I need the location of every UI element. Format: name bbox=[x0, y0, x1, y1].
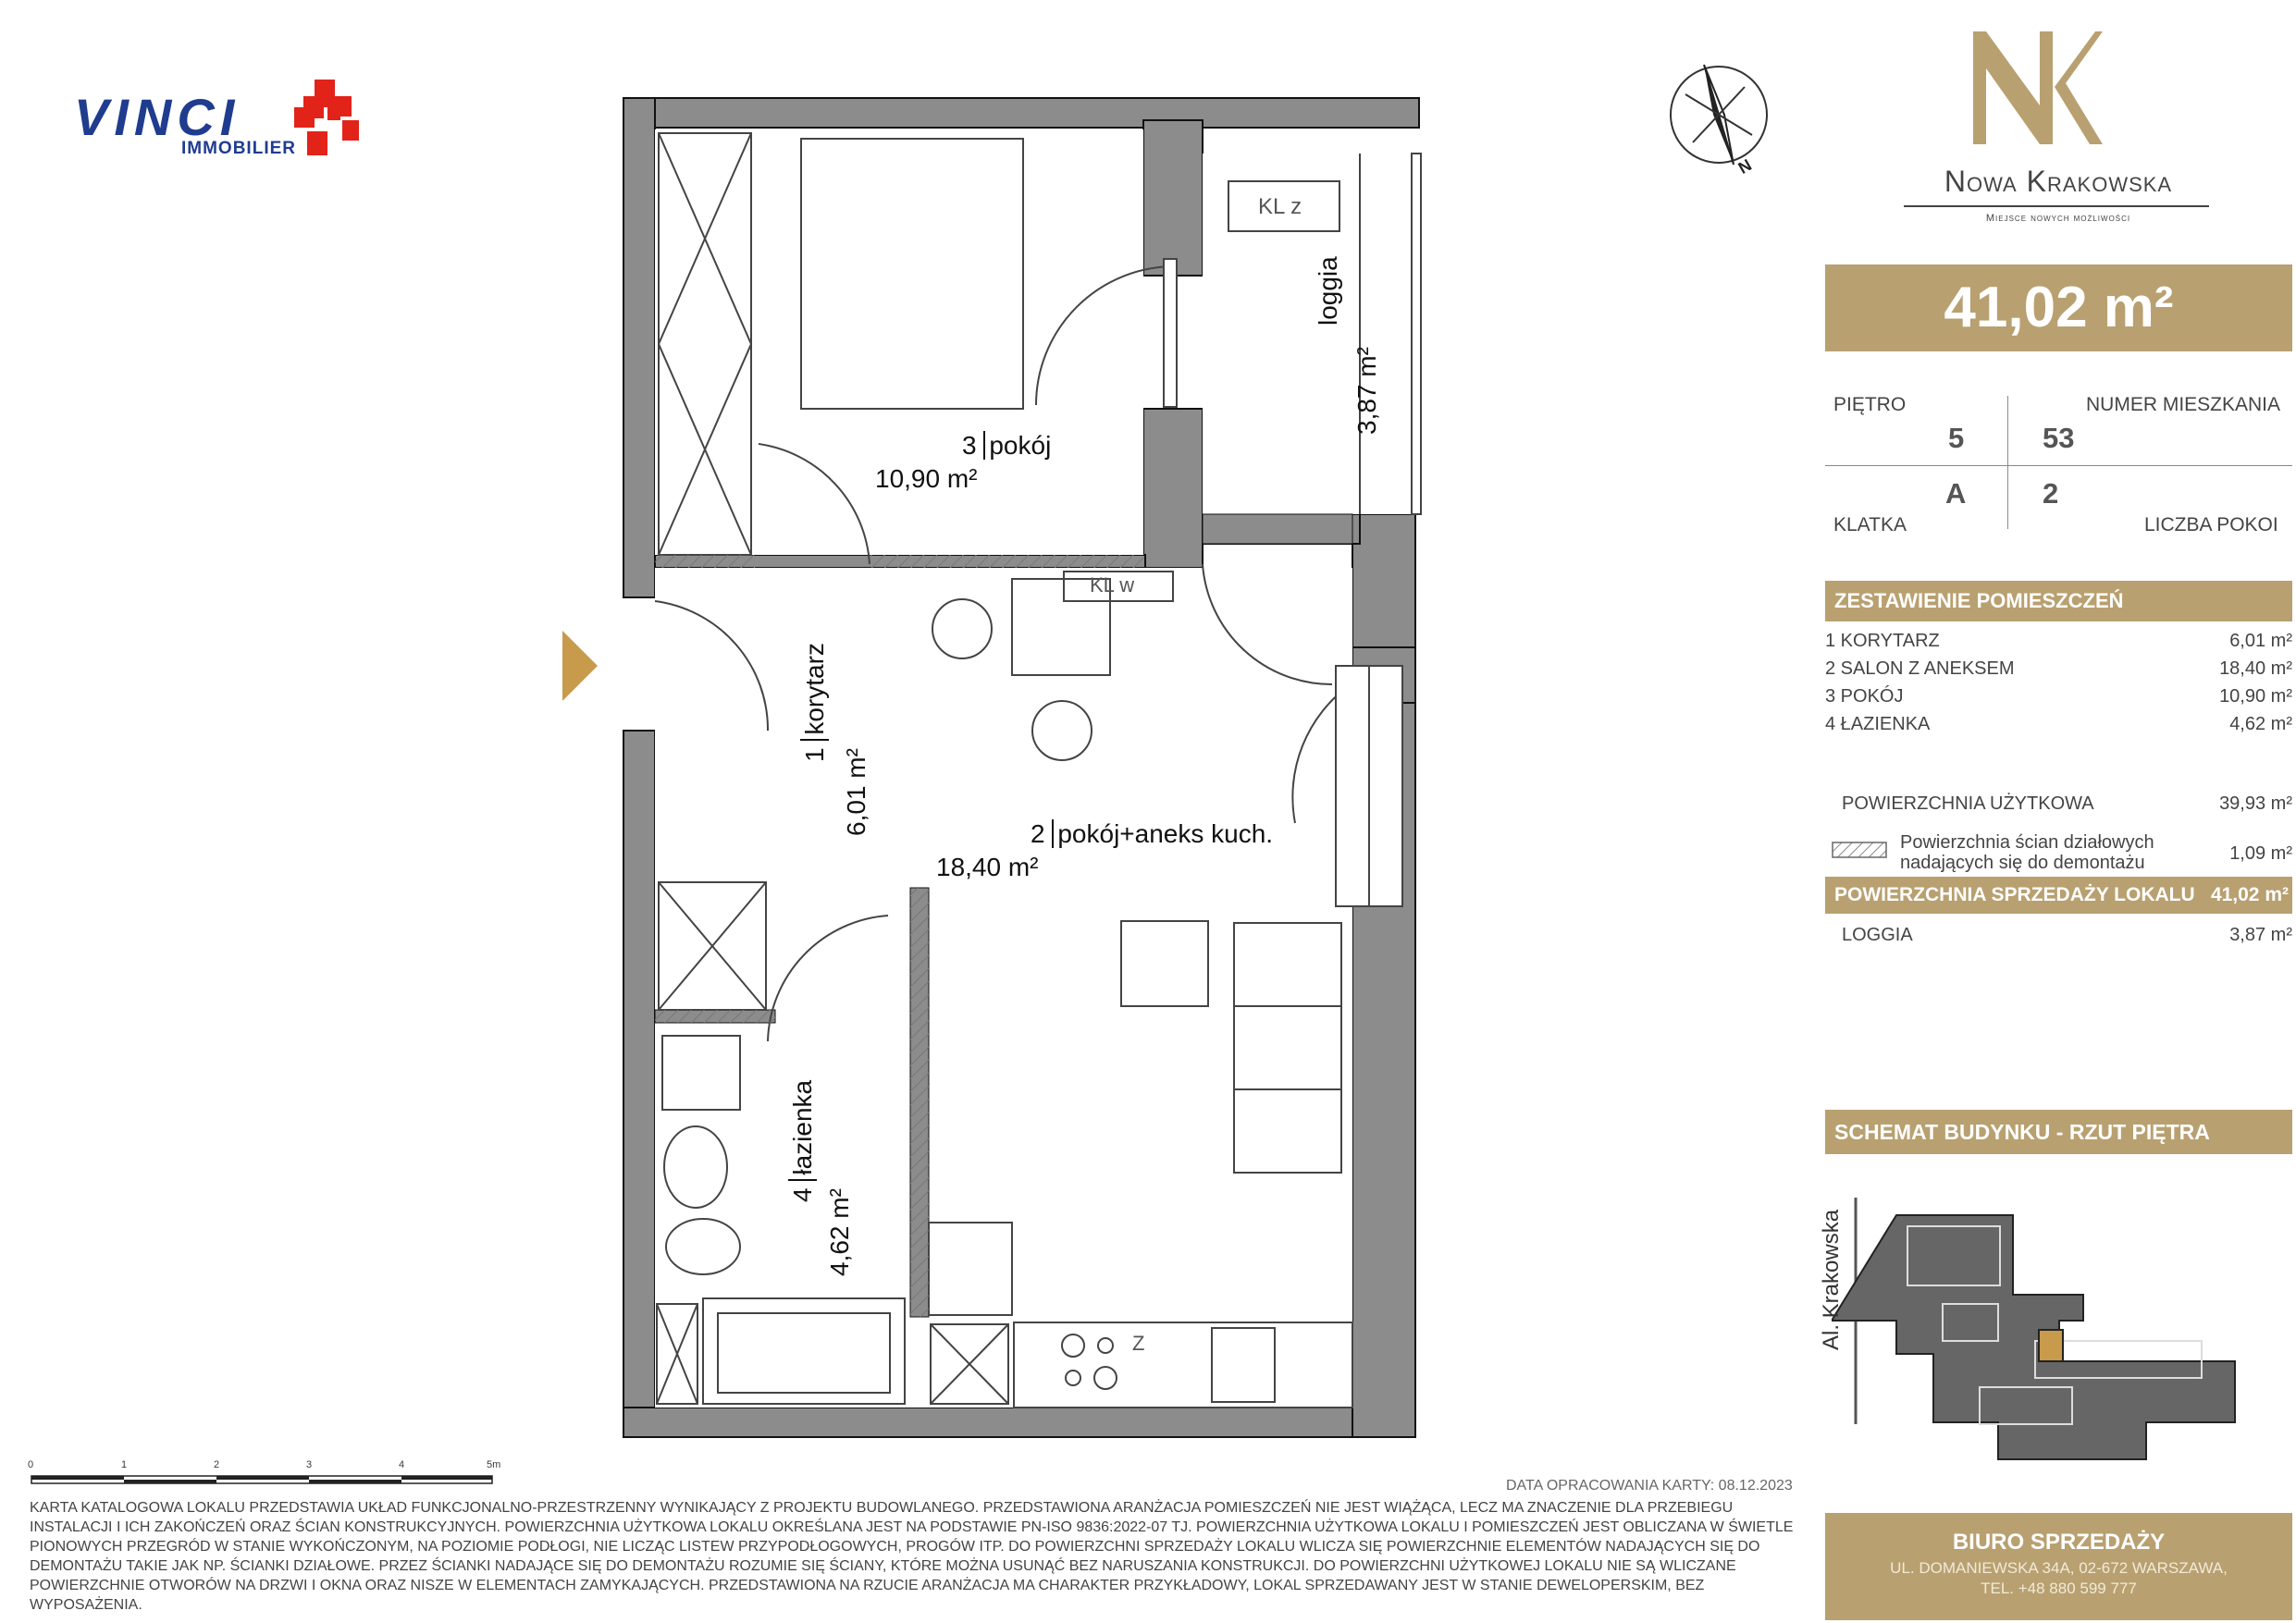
nk-name: Nowa Krakowska bbox=[1944, 165, 2173, 198]
loggia-name: loggia bbox=[1314, 256, 1342, 326]
vinci-subtitle: IMMOBILIER bbox=[181, 139, 296, 158]
apt-label: NUMER MIESZKANIA bbox=[2086, 394, 2281, 415]
apt-value: 53 bbox=[2043, 422, 2075, 454]
room4-name: łazienka bbox=[788, 1080, 817, 1181]
partition-label-1: Powierzchnia ścian działowych bbox=[1900, 832, 2154, 853]
loggia-area: 3,87 m² bbox=[1352, 347, 1381, 435]
building-schema bbox=[1819, 1193, 2266, 1470]
room-row-area: 10,90 m² bbox=[2219, 686, 2292, 707]
room-row-name: 3 POKÓJ bbox=[1825, 686, 1904, 707]
entrance-arrow-icon bbox=[562, 631, 598, 701]
area-banner bbox=[1825, 264, 2292, 351]
wall-bottom bbox=[623, 1408, 1415, 1437]
wall-left-upper bbox=[623, 98, 655, 597]
scale-tick: 3 bbox=[306, 1459, 313, 1470]
sale-area-label: POWIERZCHNIA SPRZEDAŻY LOKALU bbox=[1834, 884, 2195, 905]
room-row-area: 18,40 m² bbox=[2219, 658, 2292, 679]
room-row-area: 6,01 m² bbox=[2229, 631, 2292, 651]
scale-bar-graphic bbox=[30, 1470, 511, 1489]
usable-area-label: POWIERZCHNIA UŻYTKOWA bbox=[1842, 793, 2094, 814]
building-footprint-icon bbox=[1832, 1193, 2266, 1470]
loggia-value: 3,87 m² bbox=[2229, 925, 2292, 945]
floor-label: PIĘTRO bbox=[1833, 394, 1907, 415]
info-h-divider bbox=[1825, 465, 2292, 466]
sales-office-box bbox=[1825, 1513, 2292, 1620]
apartment-highlight bbox=[2039, 1330, 2063, 1361]
wall-mid-lower bbox=[1143, 409, 1203, 568]
room1-number: 1 bbox=[800, 747, 829, 762]
room3-label bbox=[962, 431, 1051, 461]
floor-value: 5 bbox=[1948, 422, 1965, 454]
usable-area-value: 39,93 m² bbox=[2219, 793, 2292, 814]
room4-label bbox=[788, 1080, 818, 1202]
vinci-wordmark: VINCI bbox=[74, 88, 241, 146]
room1-area: 6,01 m² bbox=[842, 748, 870, 836]
partition-hatch-icon bbox=[1832, 842, 1887, 858]
room2-name: pokój+aneks kuch. bbox=[1052, 819, 1273, 848]
area-banner-value: 41,02 m² bbox=[1944, 276, 2174, 339]
wall-top bbox=[623, 98, 1419, 128]
scale-tick: 5m bbox=[487, 1459, 501, 1470]
loggia-label: LOGGIA bbox=[1842, 925, 1913, 945]
date-line: DATA OPRACOWANIA KARTY: 08.12.2023 bbox=[1506, 1478, 1793, 1494]
nk-divider bbox=[1904, 205, 2209, 207]
room-row-name: 1 KORYTARZ bbox=[1825, 631, 1940, 651]
compass-icon bbox=[1665, 59, 1776, 179]
schema-header: SCHEMAT BUDYNKU - RZUT PIĘTRA bbox=[1825, 1110, 2292, 1154]
disclaimer: KARTA KATALOGOWA LOKALU PRZEDSTAWIA UKŁAD FUNKCJONALNO-PRZESTRZENNY WYNIKAJĄCY Z PROJEKTU BUDOWLANEGO. PRZEDSTAWIONA ARANŻACJA POMIESZCZEŃ NIE JEST WIĄŻĄCA, LECZ MA ZNACZENIE DLA PRZEBIEGU INSTALACJI I ICH ZAKOŃCZEŃ ORAZ ŚCIAN KONSTRUKCYJNYCH. POWIERZCHNIA UŻYTKOWA LOKALU OKREŚLANA JEST NA PODSTAWIE PN-ISO 9836:2022-07 TJ. POWIERZCHNIA UŻYTKOWA LOKALU I POMIESZCZEŃ JEST OBLICZANA W ŚWIETLE PIONOWYCH PRZEGRÓD W STANIE WYKOŃCZONYM, NA POZIOMIE PODŁOGI, NIE LICZĄC LISTEW PRZYPODŁOGOWYCH, PROGÓW ITP. DO POWIERZCHNI SPRZEDAŻY LOKALU WLICZA SIĘ POWIERZCHNIE ELEMENTÓW NADAJĄCYCH SIĘ DO DEMONTAŻU TAKIE JAK NP. ŚCIANKI DZIAŁOWE. PRZEZ ŚCIANKI NADAJĄCE SIĘ DO DEMONTAŻU ROZUMIE SIĘ ŚCIANY, KTÓRE MOŻNA USUNĄĆ BEZ NARUSZANIA KONSTRUKCJI. DO POWIERZCHNI UŻYTKOWEJ LOKALU NIE SĄ WLICZANE POWIERZCHNIE OTWORÓW NA DRZWI I OKNA ORAZ NISZE W ELEMENTACH ZAMYKAJĄCYCH. PRZEDSTAWIONA NA RZUCIE ARANŻACJA MA CHARAKTER PRZYKŁADOWY, LOKAL SPRZEDAWANY JEST W STANIE DEWELOPERSKIM, BEZ WYPOSAŻENIA. bbox=[30, 1500, 1794, 1613]
stair-value: A bbox=[1945, 477, 1967, 510]
room3-number: 3 bbox=[962, 431, 977, 460]
sale-area-value: 41,02 m² bbox=[2210, 884, 2289, 905]
compass-north-label: N bbox=[1734, 155, 1755, 178]
info-v-divider bbox=[2007, 396, 2008, 529]
klz-label: KL z bbox=[1258, 194, 1302, 219]
office-address: UL. DOMANIEWSKA 34A, 02-672 WARSZAWA, bbox=[1890, 1559, 2228, 1577]
scale-tick: 4 bbox=[399, 1459, 405, 1470]
wall-left-lower bbox=[623, 731, 655, 1437]
office-phone: TEL. +48 880 599 777 bbox=[1981, 1580, 2137, 1597]
room-row-name: 2 SALON Z ANEKSEM bbox=[1825, 658, 2015, 679]
room2-number: 2 bbox=[1031, 819, 1045, 848]
room2-label bbox=[1031, 819, 1273, 849]
room3-name: pokój bbox=[983, 431, 1051, 460]
fridge-label: Z bbox=[1132, 1332, 1145, 1355]
rooms-header: ZESTAWIENIE POMIESZCZEŃ bbox=[1825, 581, 2292, 621]
office-title: BIURO SPRZEDAŻY bbox=[1952, 1530, 2166, 1555]
wall-mid-upper bbox=[1143, 120, 1203, 276]
nk-tagline: Miejsce nowych możliwości bbox=[1985, 213, 2131, 224]
room2-area: 18,40 m² bbox=[936, 853, 1039, 881]
room-row-area: 4,62 m² bbox=[2229, 714, 2292, 734]
compass bbox=[1665, 59, 1776, 179]
street-label: Al. Krakowska bbox=[1819, 1209, 1844, 1350]
room-row-name: 4 ŁAZIENKA bbox=[1825, 714, 1931, 734]
room4-number: 4 bbox=[788, 1187, 817, 1202]
scale-tick: 0 bbox=[28, 1459, 34, 1470]
sale-area-row bbox=[1825, 877, 2292, 914]
nk-logo bbox=[1966, 26, 2105, 146]
room1-label bbox=[800, 643, 830, 762]
room4-area: 4,62 m² bbox=[825, 1188, 854, 1276]
scale-tick: 1 bbox=[121, 1459, 128, 1470]
partition-label-2: nadających się do demontażu bbox=[1900, 853, 2145, 873]
scale-tick: 2 bbox=[214, 1459, 220, 1470]
stair-label: KLATKA bbox=[1833, 514, 1907, 535]
partition-value: 1,09 m² bbox=[2229, 843, 2292, 864]
nk-monogram-icon bbox=[1966, 26, 2105, 146]
klw-label: KL w bbox=[1090, 573, 1135, 596]
rooms-label: LICZBA POKOI bbox=[2144, 514, 2278, 535]
room3-area: 10,90 m² bbox=[875, 464, 978, 493]
room1-name: korytarz bbox=[800, 643, 829, 741]
rooms-value: 2 bbox=[2043, 477, 2059, 510]
